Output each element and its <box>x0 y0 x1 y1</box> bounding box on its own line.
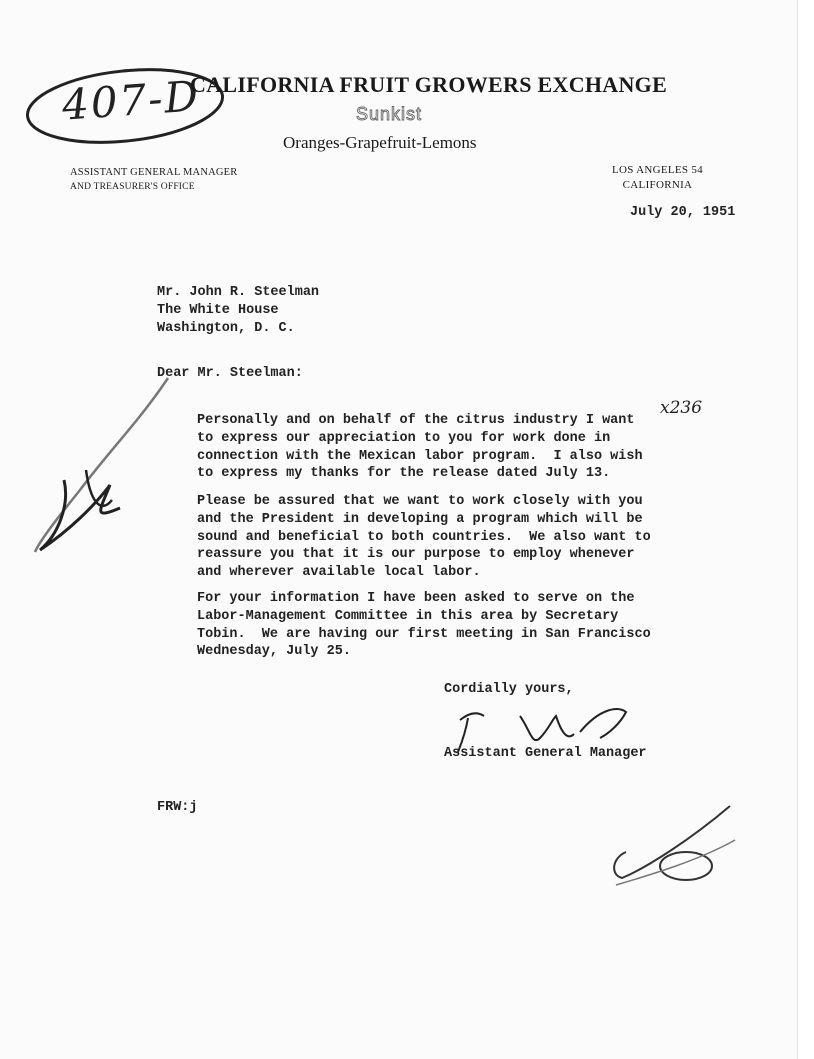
city-block <box>612 163 703 193</box>
side-number-annotation: x236 <box>660 398 703 418</box>
salutation: Dear Mr. Steelman: <box>157 366 303 381</box>
body-paragraph-2: Please be assured that we want to work closely with you and the President in developing a program which will be sound and beneficial to both countries. We also want to reassure you that it is our purpose to employ whenever and wherever available local labor. <box>197 494 651 581</box>
recipient-line-3: Washington, D. C. <box>157 321 295 336</box>
file-number-annotation: 407-D <box>60 71 202 130</box>
complimentary-close: Cordially yours, <box>444 682 574 697</box>
body-paragraph-3: For your information I have been asked to serve on the Labor-Management Committee in this area by Secretary Tobin. We are having our first meeting in San Francisco Wednesday, July 25. <box>197 591 651 660</box>
city-line-2: CALIFORNIA <box>622 179 693 191</box>
body-paragraph-1: Personally and on behalf of the citrus industry I want to express our appreciation to you for work done in connection with the Mexican labor program. I also wish to express my thanks for the release dated July 13. <box>197 413 643 482</box>
signer-title: Assistant General Manager <box>444 746 647 761</box>
typist-initials: FRW:j <box>157 800 198 815</box>
letter-date: July 20, 1951 <box>630 205 736 220</box>
city-line-1: LOS ANGELES 54 <box>612 164 703 176</box>
company-name: CALIFORNIA FRUIT GROWERS EXCHANGE <box>190 72 668 97</box>
recipient-address <box>157 284 319 338</box>
brand-logo-text: Sunkist <box>356 104 423 124</box>
office-designation <box>70 166 238 194</box>
recipient-line-1: Mr. John R. Steelman <box>157 285 320 300</box>
product-line: Oranges-Grapefruit-Lemons <box>283 133 477 152</box>
recipient-line-2: The White House <box>157 303 279 318</box>
office-line-1: ASSISTANT GENERAL MANAGER <box>70 167 238 178</box>
office-line-2: AND TREASURER'S OFFICE <box>70 182 195 192</box>
